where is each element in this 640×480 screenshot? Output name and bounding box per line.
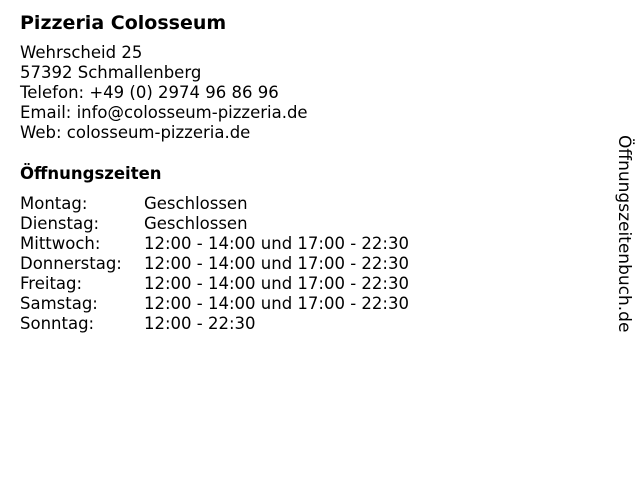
- hours-row-tuesday: [20, 214, 409, 234]
- watermark-site-name: Öffnungszeitenbuch.de: [614, 135, 634, 333]
- opening-hours-heading: Öffnungszeiten: [20, 164, 162, 183]
- hours-day: Sonntag:: [20, 314, 95, 333]
- hours-time: 12:00 - 14:00 und 17:00 - 22:30: [144, 274, 409, 293]
- hours-row-wednesday: [20, 234, 409, 254]
- hours-time: 12:00 - 14:00 und 17:00 - 22:30: [144, 234, 409, 253]
- phone-number: Telefon: +49 (0) 2974 96 86 96: [20, 83, 279, 102]
- hours-row-sunday: [20, 314, 409, 334]
- hours-time: Geschlossen: [144, 194, 248, 213]
- hours-row-friday: [20, 274, 409, 294]
- hours-time: Geschlossen: [144, 214, 248, 233]
- opening-hours-table: [20, 194, 409, 334]
- hours-row-saturday: [20, 294, 409, 314]
- email-address: Email: info@colosseum-pizzeria.de: [20, 103, 308, 122]
- hours-time: 12:00 - 14:00 und 17:00 - 22:30: [144, 294, 409, 313]
- hours-day: Donnerstag:: [20, 254, 122, 273]
- city-address: 57392 Schmallenberg: [20, 63, 202, 82]
- hours-row-thursday: [20, 254, 409, 274]
- business-contact: [20, 43, 308, 143]
- hours-time: 12:00 - 22:30: [144, 314, 256, 333]
- hours-day: Freitag:: [20, 274, 83, 293]
- hours-time: 12:00 - 14:00 und 17:00 - 22:30: [144, 254, 409, 273]
- hours-day: Dienstag:: [20, 214, 100, 233]
- website: Web: colosseum-pizzeria.de: [20, 123, 251, 142]
- business-name: Pizzeria Colosseum: [20, 12, 227, 34]
- hours-row-monday: [20, 194, 409, 214]
- hours-day: Montag:: [20, 194, 88, 213]
- hours-day: Samstag:: [20, 294, 98, 313]
- street-address: Wehrscheid 25: [20, 43, 143, 62]
- hours-day: Mittwoch:: [20, 234, 101, 253]
